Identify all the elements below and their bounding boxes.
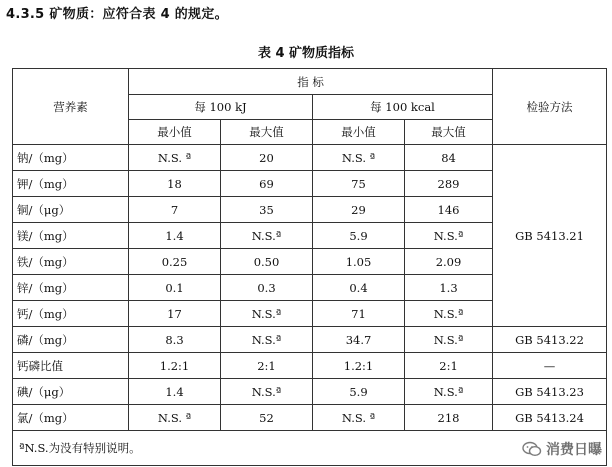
cell-kj-max: 0.50 — [221, 249, 313, 275]
cell-kcal-max: 289 — [405, 171, 493, 197]
row-name: 钾/（mg） — [13, 171, 129, 197]
cell-kj-min: 7 — [129, 197, 221, 223]
method-gb-5413-22: GB 5413.22 — [493, 327, 607, 353]
cell-kcal-min: 29 — [313, 197, 405, 223]
table-row — [13, 327, 607, 353]
row-name: 锌/（mg） — [13, 275, 129, 301]
method-gb-5413-23: GB 5413.23 — [493, 379, 607, 405]
cell-kj-max: 69 — [221, 171, 313, 197]
minerals-table — [12, 68, 607, 466]
header-max-kcal: 最大值 — [405, 120, 493, 145]
row-name: 磷/（mg） — [13, 327, 129, 353]
cell-kj-min: 1.2:1 — [129, 353, 221, 379]
watermark-text: 消费日曝 — [546, 442, 602, 458]
cell-kj-min: 18 — [129, 171, 221, 197]
header-min-kcal: 最小值 — [313, 120, 405, 145]
cell-kcal-min: N.S. ª — [313, 145, 405, 171]
row-name: 钙磷比值 — [13, 353, 129, 379]
row-name: 钠/（mg） — [13, 145, 129, 171]
cell-kcal-min: 1.2:1 — [313, 353, 405, 379]
cell-kj-min: 0.25 — [129, 249, 221, 275]
cell-kcal-max: 146 — [405, 197, 493, 223]
cell-kj-min: 0.1 — [129, 275, 221, 301]
cell-kj-min: 1.4 — [129, 223, 221, 249]
cell-kj-max: 52 — [221, 405, 313, 431]
cell-kcal-max: 2:1 — [405, 353, 493, 379]
header-min-kj: 最小值 — [129, 120, 221, 145]
cell-kj-max: 2:1 — [221, 353, 313, 379]
row-name: 铜/（μg） — [13, 197, 129, 223]
wechat-icon — [522, 441, 542, 457]
row-name: 镁/（mg） — [13, 223, 129, 249]
cell-kj-min: N.S. ª — [129, 405, 221, 431]
cell-kj-min: 1.4 — [129, 379, 221, 405]
cell-kcal-max: N.S.ª — [405, 301, 493, 327]
cell-kcal-max: N.S.ª — [405, 223, 493, 249]
header-method: 检验方法 — [493, 69, 607, 145]
cell-kj-min: 8.3 — [129, 327, 221, 353]
cell-kcal-min: 5.9 — [313, 223, 405, 249]
table-row — [13, 405, 607, 431]
watermark — [522, 439, 602, 459]
cell-kj-max: 20 — [221, 145, 313, 171]
cell-kj-max: N.S.ª — [221, 301, 313, 327]
table-footnote: ªN.S.为没有特别说明。 — [13, 431, 607, 466]
cell-kj-max: N.S.ª — [221, 223, 313, 249]
header-per-kj: 每 100 kJ — [129, 95, 313, 120]
cell-kj-min: 17 — [129, 301, 221, 327]
row-name: 铁/（mg） — [13, 249, 129, 275]
method-gb-5413-21: GB 5413.21 — [493, 145, 607, 327]
cell-kj-max: N.S.ª — [221, 379, 313, 405]
table-row — [13, 353, 607, 379]
cell-kcal-min: 75 — [313, 171, 405, 197]
cell-kcal-max: N.S.ª — [405, 379, 493, 405]
table-row — [13, 145, 607, 171]
cell-kj-min: N.S. ª — [129, 145, 221, 171]
row-name: 钙/（mg） — [13, 301, 129, 327]
method-gb-5413-24: GB 5413.24 — [493, 405, 607, 431]
row-name: 碘/（μg） — [13, 379, 129, 405]
section-heading: 4.3.5 矿物质：应符合表 4 的规定。 — [6, 7, 228, 22]
cell-kj-max: 35 — [221, 197, 313, 223]
header-max-kj: 最大值 — [221, 120, 313, 145]
table-row — [13, 379, 607, 405]
cell-kcal-max: 1.3 — [405, 275, 493, 301]
cell-kcal-max: 218 — [405, 405, 493, 431]
cell-kcal-max: 2.09 — [405, 249, 493, 275]
cell-kcal-min: 0.4 — [313, 275, 405, 301]
cell-kcal-max: 84 — [405, 145, 493, 171]
method-ratio-dash: — — [493, 353, 607, 379]
cell-kj-max: N.S.ª — [221, 327, 313, 353]
cell-kcal-max: N.S.ª — [405, 327, 493, 353]
cell-kcal-min: 71 — [313, 301, 405, 327]
cell-kcal-min: 34.7 — [313, 327, 405, 353]
table-title: 表 4 矿物质指标 — [257, 46, 355, 61]
cell-kcal-min: 5.9 — [313, 379, 405, 405]
cell-kj-max: 0.3 — [221, 275, 313, 301]
cell-kcal-min: 1.05 — [313, 249, 405, 275]
cell-kcal-min: N.S. ª — [313, 405, 405, 431]
header-indicator: 指 标 — [129, 69, 493, 95]
header-per-kcal: 每 100 kcal — [313, 95, 493, 120]
header-nutrient: 营养素 — [13, 69, 129, 145]
row-name: 氯/（mg） — [13, 405, 129, 431]
